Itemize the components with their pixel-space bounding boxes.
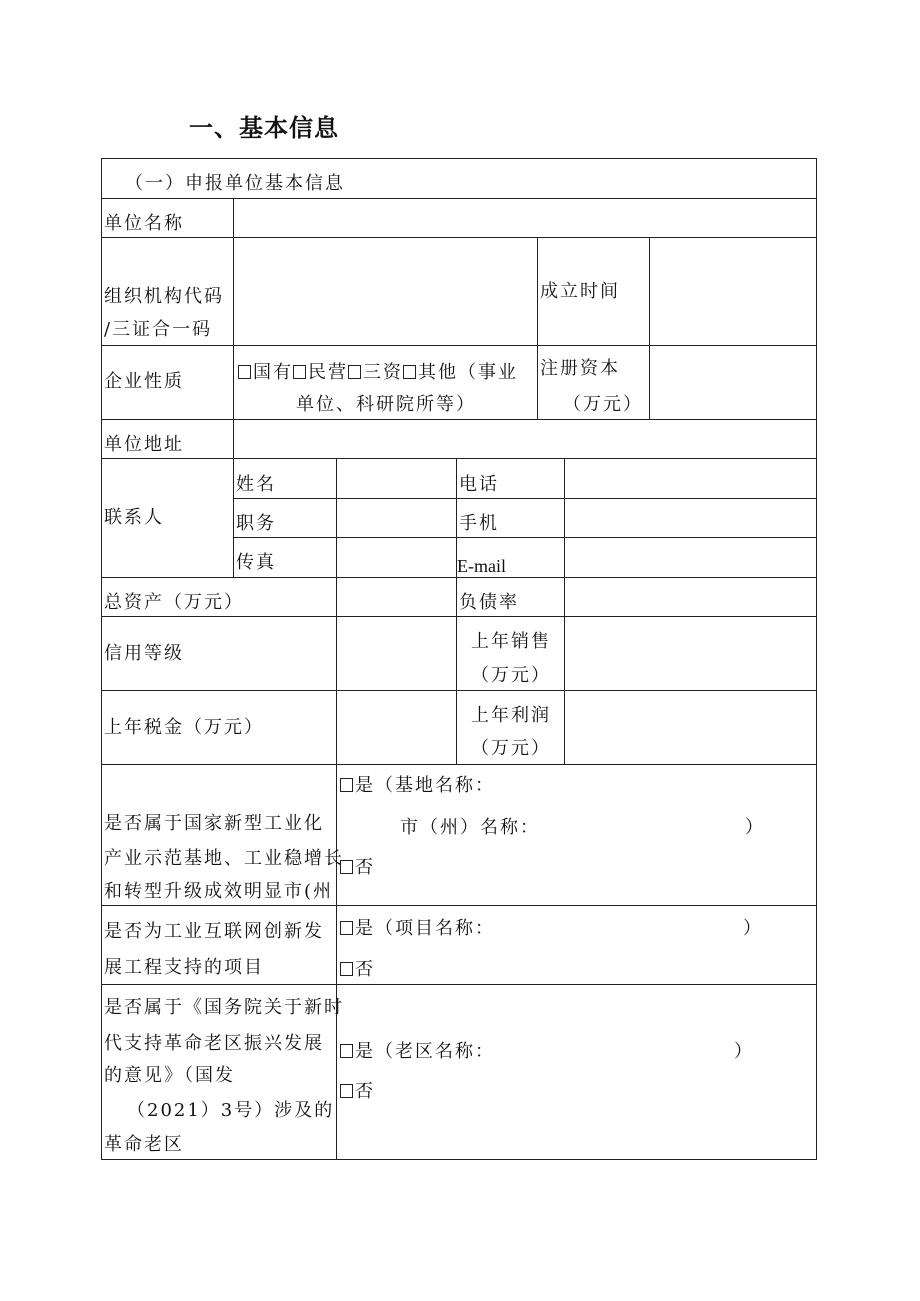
table-border-top — [101, 158, 817, 159]
email-field[interactable] — [565, 538, 816, 577]
last-year-tax-field[interactable] — [337, 691, 456, 764]
total-assets-label: 总资产（万元） — [104, 592, 244, 613]
q2-question-line: 展工程支持的项目 — [104, 957, 264, 978]
checkbox-icon — [340, 778, 353, 792]
enterprise-nature-label: 企业性质 — [104, 371, 184, 392]
q3-yes-option[interactable] — [340, 1042, 495, 1062]
registered-capital-label: 注册资本 — [540, 358, 620, 379]
section-title: （一）申报单位基本信息 — [125, 173, 345, 194]
column-divider — [537, 237, 538, 420]
q3-question-line: 代支持革命老区振兴发展 — [104, 1033, 324, 1054]
q3-yes-label: 是（老区名称： — [355, 1041, 495, 1062]
q1-no-option[interactable] — [340, 858, 375, 878]
contact-name-label: 姓名 — [236, 474, 276, 495]
founding-time-label: 成立时间 — [540, 281, 620, 302]
q3-question-line: 革命老区 — [104, 1134, 184, 1155]
org-code-field[interactable] — [234, 238, 537, 345]
fax-field[interactable] — [337, 538, 456, 577]
checkbox-icon — [238, 365, 251, 379]
q2-no-label: 否 — [355, 959, 375, 980]
q3-close-paren: ） — [734, 1041, 754, 1062]
q3-question-line: 是否属于《国务院关于新时 — [104, 997, 344, 1018]
q2-no-option[interactable] — [340, 960, 375, 980]
table-border-left — [101, 158, 102, 1160]
q3-no-option[interactable] — [340, 1082, 375, 1102]
q1-question-line: 和转型升级成效明显市(州 — [104, 881, 334, 902]
fax-label: 传真 — [236, 552, 276, 573]
checkbox-icon — [340, 860, 353, 874]
nature-options — [238, 363, 518, 383]
registered-capital-field[interactable] — [650, 346, 816, 419]
q1-yes-label: 是（基地名称： — [355, 775, 495, 796]
checkbox-icon — [340, 921, 353, 935]
checkbox-icon — [340, 1084, 353, 1098]
credit-rating-field[interactable] — [337, 617, 456, 690]
q1-city-label: 市（州）名称： — [400, 817, 540, 838]
q1-question-line: 产业示范基地、工业稳增长 — [104, 848, 344, 869]
org-code-label: 组织机构代码 — [104, 286, 224, 307]
unit-address-field[interactable] — [234, 420, 816, 458]
q3-no-label: 否 — [355, 1081, 375, 1102]
private-checkbox[interactable] — [293, 362, 348, 383]
q3-question-line: 的意见》（国发 — [104, 1065, 235, 1086]
q2-question-line: 是否为工业互联网创新发 — [104, 921, 324, 942]
q1-no-label: 否 — [355, 857, 375, 878]
debt-ratio-field[interactable] — [565, 578, 816, 616]
last-year-sales-field[interactable] — [565, 617, 816, 690]
q2-close-paren: ） — [743, 918, 763, 939]
last-year-profit-field[interactable] — [565, 691, 816, 764]
position-field[interactable] — [337, 499, 456, 537]
q2-yes-option[interactable] — [340, 919, 495, 939]
unit-name-field[interactable] — [234, 199, 816, 237]
last-year-tax-label: 上年税金（万元） — [104, 717, 264, 738]
last-year-profit-unit: （万元） — [471, 738, 551, 759]
private-label: 民营 — [308, 362, 348, 383]
last-year-sales-label: 上年销售 — [471, 631, 551, 652]
total-assets-field[interactable] — [337, 578, 456, 616]
page-heading: 一、基本信息 — [189, 114, 339, 142]
mobile-label: 手机 — [459, 513, 499, 534]
mobile-field[interactable] — [565, 499, 816, 537]
row-divider — [101, 764, 817, 765]
registered-capital-unit: （万元） — [563, 394, 643, 415]
q1-question-line: 是否属于国家新型工业化 — [104, 813, 324, 834]
contact-name-field[interactable] — [337, 459, 456, 498]
phone-field[interactable] — [565, 459, 816, 498]
founding-time-field[interactable] — [650, 238, 816, 345]
checkbox-icon — [293, 365, 306, 379]
row-divider — [101, 905, 817, 906]
basic-info-form — [101, 158, 817, 1160]
row-divider — [101, 984, 817, 985]
unit-name-label: 单位名称 — [104, 213, 184, 234]
checkbox-icon — [340, 962, 353, 976]
position-label: 职务 — [236, 513, 276, 534]
q1-yes-option[interactable] — [340, 776, 495, 796]
table-border-bottom — [101, 1159, 817, 1160]
q2-yes-label: 是（项目名称： — [355, 918, 495, 939]
foreign-funded-label: 三资 — [363, 362, 403, 383]
checkbox-icon — [403, 365, 416, 379]
last-year-profit-label: 上年利润 — [471, 705, 551, 726]
debt-ratio-label: 负债率 — [459, 592, 519, 613]
q1-close-paren: ） — [745, 817, 765, 838]
other-checkbox[interactable] — [403, 362, 518, 383]
other-label: 其他（事业 — [418, 362, 518, 383]
state-owned-label: 国有 — [253, 362, 293, 383]
state-owned-checkbox[interactable] — [238, 362, 293, 383]
checkbox-icon — [348, 365, 361, 379]
email-label: E-mail — [457, 556, 506, 576]
q3-question-line: （2021）3号）涉及的 — [127, 1100, 335, 1121]
org-code-label-line2: /三证合一码 — [104, 319, 213, 340]
foreign-funded-checkbox[interactable] — [348, 362, 403, 383]
unit-address-label: 单位地址 — [104, 434, 184, 455]
other-option-continuation: 单位、科研院所等） — [296, 394, 476, 415]
last-year-sales-unit: （万元） — [471, 665, 551, 686]
contact-label: 联系人 — [104, 507, 164, 528]
phone-label: 电话 — [459, 474, 499, 495]
credit-rating-label: 信用等级 — [104, 643, 184, 664]
checkbox-icon — [340, 1044, 353, 1058]
table-border-right — [816, 158, 817, 1160]
